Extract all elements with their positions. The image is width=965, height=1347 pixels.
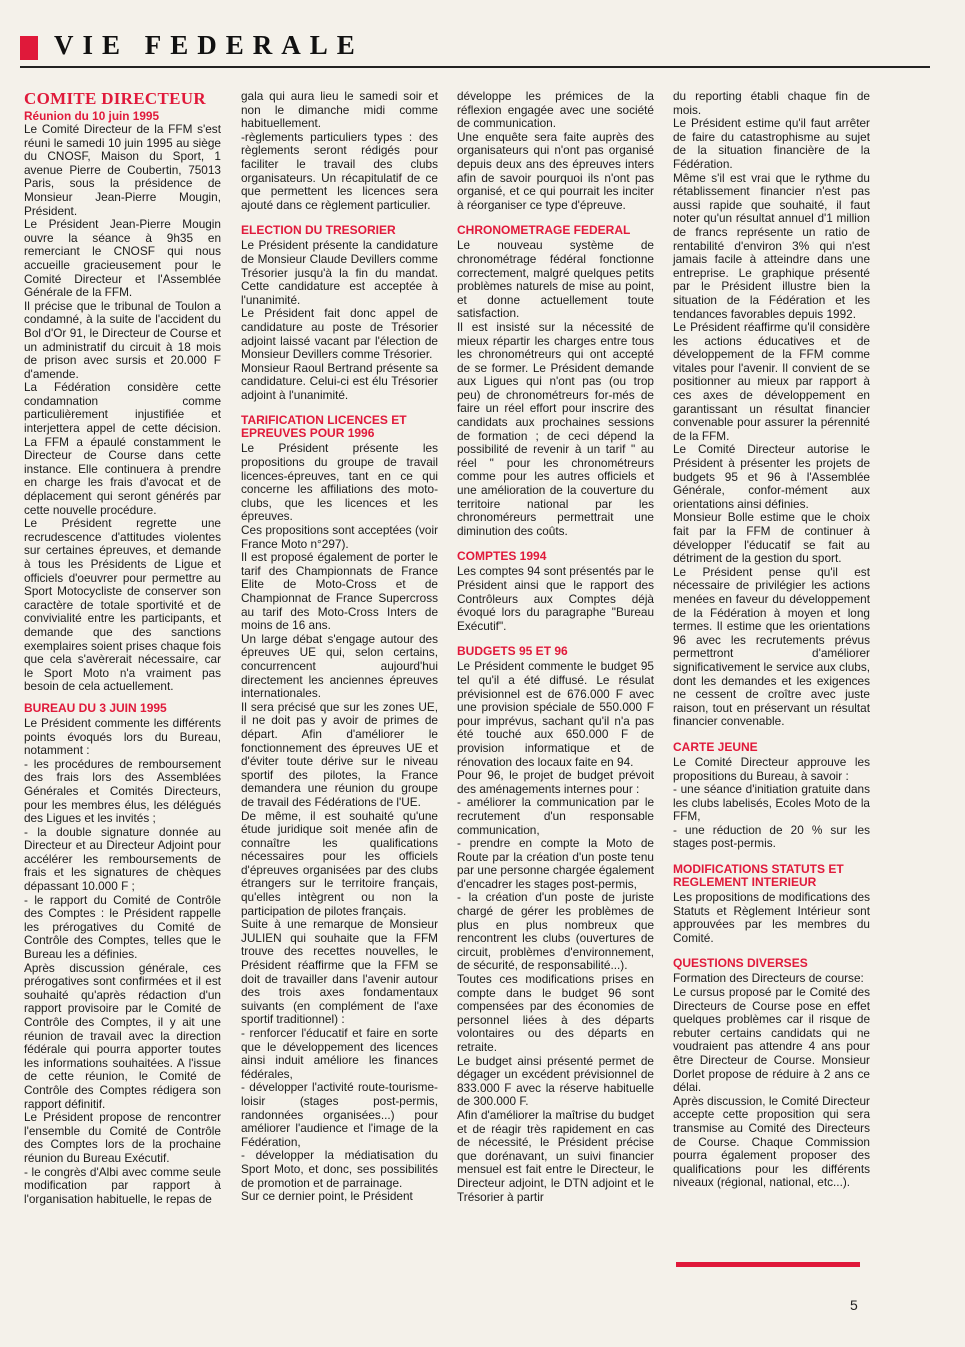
paragraph: Les propositions de modifications des Statuts et Règlement Intérieur sont approuvées par les membres du Comité. xyxy=(673,890,870,945)
paragraph: Le Président présente la candidature de Monsieur Claude Devillers comme Trésorier jusqu'à la fin du mandat. Cette candidature est acceptée à l'unanimité. xyxy=(241,238,438,307)
heading-tarification: TARIFICATION LICENCES ET EPREUVES POUR 1996 xyxy=(241,413,407,441)
paragraph: Toutes ces modifications prises en compte dans le budget 96 sont compensées par des économies de personnel liées à des départs volontaires ou des départs en retraite. xyxy=(457,972,654,1054)
paragraph: - les procédures de remboursement des frais lors des Assemblées Générales et Comités Directeurs, pour les membres élus, les délégués des Ligues et les invités ; xyxy=(24,756,221,826)
article-end-bar xyxy=(676,1262,860,1267)
paragraph: - le rapport du Comité de Contrôle des Comptes : le Président rappelle les prérogatives du Comité de Contrôle des Comptes, telles que le Bureau les a définies. xyxy=(24,892,221,962)
paragraph: Afin d'améliorer la maîtrise du budget et de réagir très rapidement en cas de nécessité, le Président précise que dorénavant, un suivi financier mensuel est fait entre le Directeur, le Directeur adjoint, le DTN adjoint et le Trésorier à partir xyxy=(457,1107,654,1204)
page-number: 5 xyxy=(850,1297,858,1313)
paragraph: Un large débat s'engage autour des épreuves UE qui, selon certains, concurrencent aujourd'hui directement les anciennes épreuves internationales. xyxy=(241,631,438,701)
paragraph: Il précise que le tribunal de Toulon a condamné, à la suite de l'accident du Bol d'Or 91, le Directeur de Course et un administratif du circuit à 18 mois de prison avec sursis et 20.000 F d'amende. xyxy=(24,298,221,381)
intro-text xyxy=(24,123,221,694)
heading-budgets: BUDGETS 95 ET 96 xyxy=(457,644,568,659)
paragraph: Le Président commente les différents points évoqués lors du Bureau, notamment : xyxy=(24,715,221,758)
paragraph: Le Président Jean-Pierre Mougin ouvre la séance à 9h35 en remerciant le CNOSF qui nous accueille gracieusement pour le Comité Directeur et l'Assemblée Générale de la FFM. xyxy=(24,217,221,300)
header-rule xyxy=(20,66,930,68)
paragraph: Le Président réaffirme qu'il considère les actions éducatives et de développement de la FFM comme vitales pour l'avenir. Il convient de se positionner au mieux par rapport à ces axes de développement en garantissant un résultat financier convenable pour assurer la pérennité de la FFM. xyxy=(673,320,870,443)
paragraph: Formation des Directeurs de course: xyxy=(673,971,864,986)
paragraph: - améliorer la communication par le recrutement d'un responsable communication, xyxy=(457,795,654,837)
chrono-text xyxy=(457,239,654,538)
paragraph: Il sera précisé que sur les zones UE, il ne doit pas y avoir de primes de départ. Afin d'améliorer le fonctionnement des épreuves UE et d'éviter toute dérive sur le niveau sportif des pilotes, la France demandera une réunion du groupe de travail des Fédérations de l'UE. xyxy=(241,699,438,809)
paragraph: - développer l'activité route-tourisme-loisir (stages post-permis, randonnées organisées...) pour améliorer l'audience et l'image de la Fédération, xyxy=(241,1080,438,1149)
heading-modifications: MODIFICATIONS STATUTS ET REGLEMENT INTERIEUR xyxy=(673,862,844,890)
paragraph: Le Président estime qu'il faut arrêter de faire du catastrophisme au sujet de la situation financière de la Fédération. xyxy=(673,116,870,171)
paragraph: De même, il est souhaité qu'une étude juridique soit menée afin de connaître les qualifications nécessaires pour les officiels d'épreuves organisées par des clubs étrangers sur le territoire français, qu'elles intègrent ou non la participation de pilotes français. xyxy=(241,808,438,918)
carte-jeune-text xyxy=(673,756,870,851)
comptes-text xyxy=(457,565,654,633)
bureau-text xyxy=(24,717,221,1206)
paragraph: Sur ce dernier point, le Président xyxy=(241,1189,413,1204)
continued-text xyxy=(457,90,654,212)
modifications-text xyxy=(673,891,870,945)
paragraph: Le cursus proposé par le Comité des Directeurs de Course pose en effet quelques problèmes car il risque de rebuter certains candidats qui ne voudraient pas attendre 4 ans pour être Directeur de Course. Monsieur Dorlet propose de réduire à 2 ans ce délai. xyxy=(673,985,870,1095)
paragraph: -règlements particuliers types : des règlements seront rédigés pour faciliter le travail des clubs organisateurs. Un récapitulatif de ce que permettent les licences sera ajouté dans ce règlement particulier. xyxy=(241,129,438,212)
paragraph: Le Comité Directeur autorise le Président à présenter les projets de budgets 95 et 96 à l'Assemblée Générale, confor-mément aux orientations ainsi définies. xyxy=(673,442,870,511)
heading-chrono: CHRONOMETRAGE FEDERAL xyxy=(457,223,631,238)
paragraph: Le Comité Directeur de la FFM s'est réuni le samedi 10 juin 1995 au siège du CNOSF, Maison du Sport, 1 avenue Pierre de Coubertin, 75013 Paris, sous la présidence de Monsieur Jean-Pierre Mougin, Président. xyxy=(24,122,221,218)
heading-questions: QUESTIONS DIVERSES xyxy=(673,956,808,971)
heading-bureau: BUREAU DU 3 JUIN 1995 xyxy=(24,700,167,715)
column-1 xyxy=(24,90,221,1206)
paragraph: Le budget ainsi présenté permet de dégager un excédent prévisionnel de 833.000 F avec la réserve habituelle de 300.000 F. xyxy=(457,1053,654,1109)
heading-tresorier: ELECTION DU TRESORIER xyxy=(241,223,396,238)
tarification-text xyxy=(241,442,438,1203)
article-title: COMITE DIRECTEUR xyxy=(24,89,206,108)
budgets-text xyxy=(457,660,654,1204)
paragraph: Monsieur Bolle estime que le choix fait par la FFM de continuer à développer l'éducatif se fait au détriment de la gestion du sport. xyxy=(673,510,870,566)
paragraph: Le Président fait donc appel de candidature au poste de Trésorier adjoint laissé vacant par l'élection de Monsieur Devillers comme Trésorier. xyxy=(241,306,438,362)
questions-text xyxy=(673,972,870,1190)
paragraph: Ces propositions sont acceptées (voir France Moto n°297). xyxy=(241,523,438,551)
paragraph: - une réduction de 20 % sur les stages post-permis. xyxy=(673,822,870,851)
paragraph: du reporting établi chaque fin de mois. xyxy=(673,89,870,117)
paragraph: Il est insisté sur la nécessité de mieux répartir les charges entre tous les chronométreurs qui ont accepté de se former. Le Président demande aux Ligues qui n'ont pas (ou trop peu) de chronométreurs for-més de faire un réel effort pour inscrire des candidats aux prochaines sessions de formation ; de ceci dépend la possibilité de revenir à un tarif " au réel " pour les chronométreurs comme pour les autres officiels et une amélioration de la couverture du territoire national par les chronoméreurs permettrait une diminution des coûts. xyxy=(457,319,654,538)
paragraph: - prendre en compte la Moto de Route par la création d'un poste tenu par une personne chargée également d'encadrer les stages post-permis, xyxy=(457,836,654,891)
paragraph: Le Président commente le budget 95 tel qu'il a été diffusé. Le résulat prévisionnel est de 676.000 F avec une provision spéciale de 550.000 F pour imprévus, sachant qu'il n'a pas été touché aux 650.000 F de provision informatique et de rénovation des locaux faite en 94. xyxy=(457,659,654,769)
continued-text xyxy=(241,90,438,212)
column-4 xyxy=(673,90,870,1190)
meeting-date: Réunion du 10 juin 1995 xyxy=(24,109,160,123)
paragraph: Une enquête sera faite auprès des organisateurs qui n'ont pas organisé depuis deux ans des épreuves inters afin de savoir pourquoi ils n'ont pas organisé, et ce qui pourrait les inciter à réorganiser ce type d'épreuve. xyxy=(457,129,654,212)
paragraph: Le Président propose de rencontrer l'ensemble du Comité de Contrôle des Comptes lors de la prochaine réunion du Bureau Exécutif. xyxy=(24,1110,221,1165)
column-2 xyxy=(241,90,438,1204)
paragraph: - renforcer l'éducatif et faire en sorte que le développement des licences ainsi induit améliore les finances fédérales, xyxy=(241,1026,438,1081)
page-header xyxy=(20,26,950,72)
paragraph: Après discussion générale, ces prérogatives sont confirmées et il est souhaité qu'après rédaction d'un rapport provisoire par le Comité de Contrôle des Comptes, il y ait une réunion de travail avec la direction fédérale qui pourra apporter toutes les informations souhaitées. A l'issue de cette réunion, le Comité de Contrôle des Comptes rédigera son rapport définitif. xyxy=(24,960,221,1111)
paragraph: développe les prémices de la réflexion engagée avec une société de communication. xyxy=(457,89,654,131)
paragraph: Il est proposé également de porter le tarif des Championnats de France Elite de Moto-Cross et de Championnat de France Supercross au tarif des Moto-Cross Inters de moins de 16 ans. xyxy=(241,550,438,633)
paragraph: - une séance d'initiation gratuite dans les clubs labelisés, Ecoles Moto de la FFM, xyxy=(673,782,870,824)
heading-comptes: COMPTES 1994 xyxy=(457,549,547,564)
paragraph: Le Comité Directeur approuve les propositions du Bureau, à savoir : xyxy=(673,754,870,783)
paragraph: Pour 96, le projet de budget prévoit des aménagements internes pour : xyxy=(457,768,654,796)
heading-carte-jeune: CARTE JEUNE xyxy=(673,739,758,754)
paragraph: Après discussion, le Comité Directeur accepte cette proposition qui sera transmise au Comité des Directeurs de Course. Chaque Commission pourra également proposer des qualifications pour les différents niveaux (régional, national, etc...). xyxy=(673,1093,870,1190)
paragraph: - développer la médiatisation du Sport Moto, et donc, ses possibilités de promotion et de parrainage. xyxy=(241,1148,438,1190)
section-title: VIE FEDERALE xyxy=(54,30,364,60)
tresorier-text xyxy=(241,239,438,402)
paragraph: - la création d'un poste de juriste chargé de gérer les problèmes de plus en plus nombreux que rencontrent les clubs (ouvertures de circuit, problèmes d'environnement, de sécurité, de responsabilité...). xyxy=(457,890,654,973)
paragraph: Le Président présente les propositions du groupe de travail licences-épreuves, tant en ce qui concerne les affiliations des moto-clubs, que les licences et les épreuves. xyxy=(241,441,438,524)
paragraph: Même s'il est vrai que le rythme du rétablissement financier n'est pas aussi rapide que souhaité, il faut noter qu'un résultat annuel d'1 million de francs représente un ratio de rentabilité d'environ 3% qui n'est jamais facile à atteindre dans une entreprise. Le graphique présenté par le Président illustre bien la situation de la Fédération et les tendances favorables depuis 1992. xyxy=(673,170,870,321)
paragraph: - la double signature donnée au Directeur et au Directeur Adjoint pour accélérer les remboursements de frais et les signatures de chèques dépassant 10.000 F ; xyxy=(24,824,221,894)
paragraph: Les comptes 94 sont présentés par le Président ainsi que le rapport des Contrôleurs aux Comptes déjà évoqué lors du paragraphe "Bureau Exécutif". xyxy=(457,564,654,633)
column-3 xyxy=(457,90,654,1204)
paragraph: - le congrès d'Albi avec comme seule modification par rapport à l'organisation habituelle, le repas de xyxy=(24,1164,221,1206)
paragraph: Suite à une remarque de Monsieur JULIEN qui souhaite que la FFM trouve des recettes nouvelles, le Président réaffirme que la FFM se doit de travailler dans l'avenir autour des trois axes fondamentaux suivants (en complément de l'axe sportif traditionnel) : xyxy=(241,917,438,1027)
paragraph: Le Président pense qu'il est nécessaire de privilégier les actions menées en faveur du développement de la Fédération à moyen et long termes. Il estime que les orientations 96 avec les recrutements prévus permettront d'améliorer significativement le service aux clubs, dont les demandes et les exigences ne cessent de croître avec juste raison, tout en préservant un résultat financier convenable. xyxy=(673,564,870,729)
paragraph: gala qui aura lieu le samedi soir et non le dimanche midi comme habituellement. xyxy=(241,89,438,131)
continued-text xyxy=(673,90,870,729)
paragraph: La Fédération considère cette condamnation comme particulièrement injustifiée et interjettera appel de cette décision. La FFM a épaulé constamment le Directeur de Course dans cette instance. Elle continuera à prendre en charge les frais d'avocat et de déplacement qui seront générés par cette nouvelle procédure. xyxy=(24,380,221,517)
paragraph: Le nouveau système de chronométrage fédéral fonctionne correctement, malgré quelques petits problèmes naturels de mise au point, et donne actuellement toute satisfaction. xyxy=(457,238,654,321)
red-square-icon xyxy=(20,36,38,60)
paragraph: Monsieur Raoul Bertrand présente sa candidature. Celui-ci est élu Trésorier adjoint à l'unanimité. xyxy=(241,360,438,402)
paragraph: Le Président regrette une recrudescence d'attitudes violentes sur certaines épreuves, et demande à tous les Présidents de Ligue et officiels d'oeuvrer pour permettre au Sport Motocycliste de conserver son caractère de totale sportivité et de convivialité entre les participants, et demande que des sanctions exemplaires soient prises chaque fois que cela s'avèrerait nécessaire, car le Sport Moto n'a vraiment pas besoin de cela actuellement. xyxy=(24,516,221,694)
